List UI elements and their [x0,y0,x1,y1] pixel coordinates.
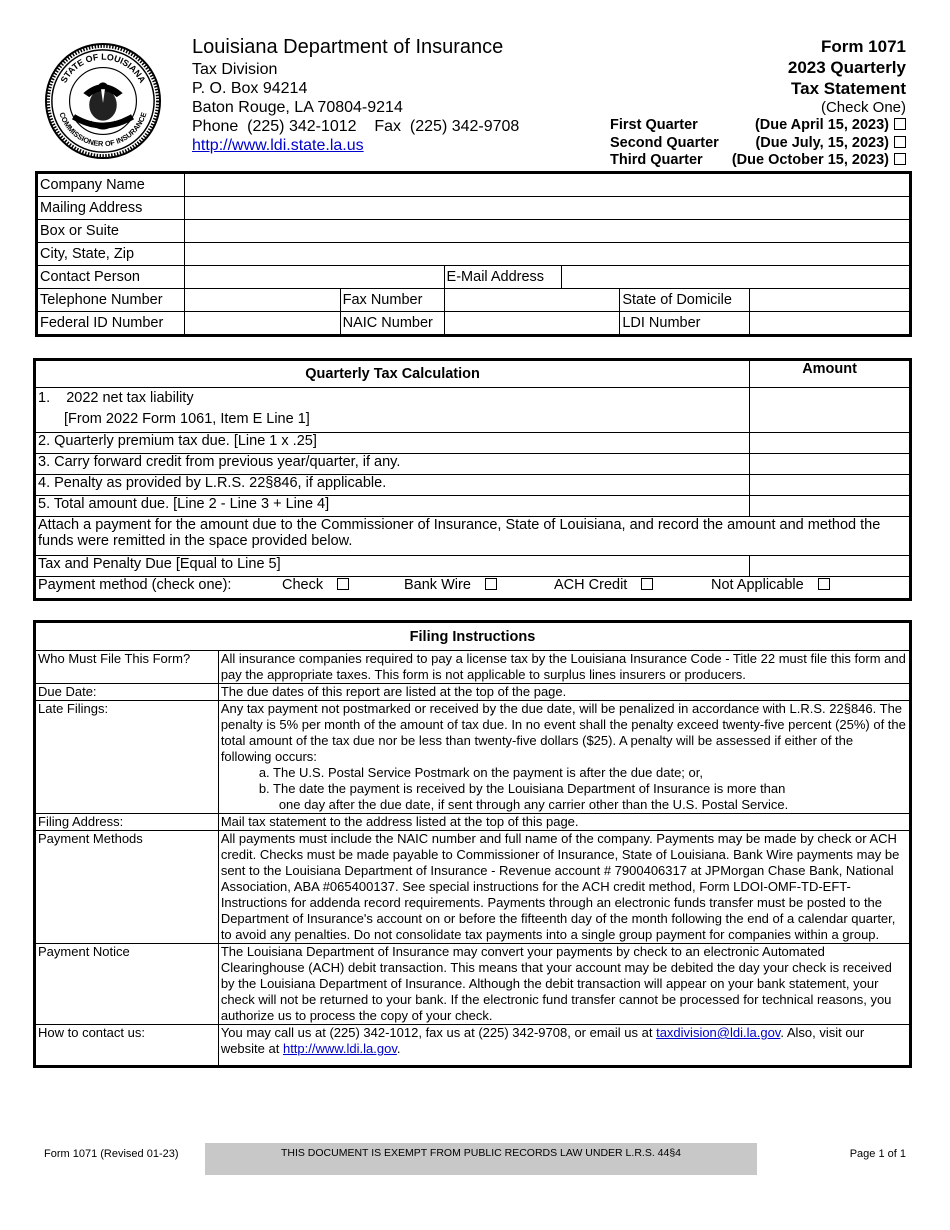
contact-text-end: . [396,1041,401,1056]
state-domicile-label: State of Domicile [620,289,750,312]
state-seal-logo [44,42,162,160]
calc-header: Quarterly Tax Calculation [36,361,750,388]
naic-label: NAIC Number [340,312,444,335]
attach-payment-note: Attach a payment for the amount due to the Commissioner of Insurance, State of Louisiana, and record the amount and method the funds were remitted in the space provided below. [36,517,910,556]
city-state-zip-label: City, State, Zip [38,243,185,266]
amount-header: Amount [750,361,910,388]
payment-notice-label: Payment Notice [36,944,219,1025]
fax-field[interactable] [444,289,620,312]
city-state-zip-field[interactable] [184,243,909,266]
due-text: The due dates of this report are listed at the top of the page. [218,684,909,701]
quarter-checkbox[interactable] [894,153,906,165]
seal-bottom-text: COMMISSIONER OF INSURANCE [57,111,149,149]
email-link[interactable]: taxdivision@ldi.la.gov [656,1025,781,1040]
method-checkbox[interactable] [641,578,653,590]
late-item-b-cont: one day after the due date, if sent through any carrier other than the U.S. Postal Service. [278,797,789,812]
fax-label: Fax Number [340,289,444,312]
line-4-amount[interactable] [750,475,910,496]
line-2-amount[interactable] [750,433,910,454]
quarter-row-third[interactable] [610,152,906,170]
quarter-row-first[interactable] [610,117,906,135]
line-5-label: 5. Total amount due. [Line 2 - Line 3 + Line 4] [36,496,750,517]
contact-person-label: Contact Person [38,266,185,289]
tax-calculation-table [35,360,910,599]
contact-text [218,1025,909,1066]
method-checkbox[interactable] [485,578,497,590]
telephone-label: Telephone Number [38,289,185,312]
box-suite-field[interactable] [184,220,909,243]
tax-penalty-amount[interactable] [750,556,910,577]
footer-form-revision: Form 1071 (Revised 01-23) [44,1148,179,1160]
form-title-2: Tax Statement [791,79,906,98]
payment-method-row [36,577,910,599]
payment-methods-label: Payment Methods [36,831,219,944]
agency-website-link[interactable]: http://www.ldi.state.la.us [192,137,364,154]
website-link[interactable]: http://www.ldi.la.gov [282,1041,397,1056]
payment-methods-text: All payments must include the NAIC number and full name of the company. Payments may be made by check or ACH credit. Checks must be made payable to Commissioner of Insurance, State of Louisiana. Bank Wire payments may be sent to the Louisiana Department of Insurance - Revenue account # 7900406317 at JPMorgan Chase Bank, National Association, ABA #065400137. See special instructions for the ACH credit method, Form LDOI-OMF-TD-EFT-Instructions for addenda record requirements. Payments through an electronic funds transfer must be posted to the Department of Insurance's account on or before the fifteenth day of the month following the end of a calendar quarter, to avoid any penalties. Do not consolidate tax payments into a single group payment for companies within a group. [218,831,909,944]
payment-method-label: Payment method (check one): [38,577,232,593]
method-checkbox[interactable] [337,578,349,590]
form-title-1: 2023 Quarterly [787,58,906,77]
quarter-checkbox[interactable] [894,136,906,148]
footer-page-number: Page 1 of 1 [849,1148,906,1160]
quarter-selector [610,117,906,170]
quarter-checkbox[interactable] [894,118,906,130]
telephone-field[interactable] [184,289,340,312]
method-label: Bank Wire [404,577,471,593]
filing-address-text: Mail tax statement to the address listed at the top of this page. [218,814,909,831]
who-text: All insurance companies required to pay a license tax by the Louisiana Insurance Code - Title 22 must file this form and pay the appropriate taxes. This form is not applicable to surplus lines insurers or producers. [218,651,909,684]
filing-instructions-table [35,622,910,1066]
seal-top-text: STATE OF LOUISIANA [58,51,148,85]
payment-notice-text: The Louisiana Department of Insurance may convert your payments by check to an electronic Automated Clearinghouse (ACH) debit transaction. This means that your account may be debited the day your check is received by the Louisiana Department of Insurance. Although the debit transaction will appear on your bank statement, your check will not be returned to your bank. If the electronic fund transfer cannot be processed for technical reasons, you authorize us to process the copy of your check. [218,944,909,1025]
form-number: Form 1071 [820,37,906,56]
ldi-label: LDI Number [620,312,750,335]
agency-block [192,34,519,155]
contact-text-pre: You may call us at (225) 342-1012, fax us at (225) 342-9708, or email us at [220,1025,657,1040]
quarter-label: Third Quarter [610,152,703,168]
method-ach-credit[interactable] [554,577,711,593]
quarter-due: (Due April 15, 2023) [754,117,889,133]
line-1-label: 1. 2022 net tax liability [38,390,194,406]
late-item-a: a. The U.S. Postal Service Postmark on the payment is after the due date; or, [258,765,703,780]
quarter-due: (Due July, 15, 2023) [755,134,889,151]
tax-penalty-label: Tax and Penalty Due [Equal to Line 5] [36,556,750,577]
agency-phone-fax: Phone (225) 342-1012 Fax (225) 342-9708 [192,118,520,135]
quarter-label: Second Quarter [610,134,719,151]
late-label: Late Filings: [36,701,219,814]
line-4-label: 4. Penalty as provided by L.R.S. 22§846, if applicable. [36,475,750,496]
federal-id-label: Federal ID Number [38,312,185,335]
line-1-note: [From 2022 Form 1061, Item E Line 1] [64,411,310,427]
contact-label: How to contact us: [36,1025,219,1066]
company-name-field[interactable] [184,174,909,197]
line-1-amount[interactable] [750,388,910,433]
line-3-label: 3. Carry forward credit from previous year/quarter, if any. [36,454,750,475]
company-name-label: Company Name [38,174,185,197]
contact-person-field[interactable] [184,266,444,289]
filing-header: Filing Instructions [36,623,910,651]
form-header [788,36,906,117]
box-suite-label: Box or Suite [38,220,185,243]
line-5-amount[interactable] [750,496,910,517]
who-label: Who Must File This Form? [36,651,219,684]
ldi-field[interactable] [750,312,910,335]
company-info-table [37,173,910,335]
mailing-address-field[interactable] [184,197,909,220]
agency-division: Tax Division [192,61,278,78]
naic-field[interactable] [444,312,620,335]
method-not-applicable[interactable] [711,577,830,593]
due-label: Due Date: [36,684,219,701]
contact-text-mid: . Also, visit our website at [220,1025,865,1056]
line-3-amount[interactable] [750,454,910,475]
method-label: Check [282,577,324,593]
method-label: ACH Credit [554,577,628,593]
agency-po-box: P. O. Box 94214 [192,80,308,97]
agency-name: Louisiana Department of Insurance [192,36,504,58]
method-checkbox[interactable] [818,578,830,590]
check-one-label: (Check One) [820,99,906,116]
state-domicile-field[interactable] [750,289,910,312]
quarter-label: First Quarter [610,117,698,133]
late-item-b: b. The date the payment is received by the Louisiana Department of Insurance is more than [258,781,786,796]
mailing-address-label: Mailing Address [38,197,185,220]
quarter-row-second[interactable] [610,135,906,153]
federal-id-field[interactable] [184,312,340,335]
late-text: Any tax payment not postmarked or received by the due date, will be penalized in accordance with L.R.S. 22§846. The penalty is 5% per month of the amount of tax due. In no event shall the penalty exceed twenty-five percent (25%) of the total amount of the tax due nor be less than twenty-five dollars ($25). A penalty will be assessed if either of the following occurs: [220,701,906,764]
agency-city: Baton Rouge, LA 70804-9214 [192,99,403,116]
email-label: E-Mail Address [444,266,562,289]
line-2-label: 2. Quarterly premium tax due. [Line 1 x .25] [36,433,750,454]
filing-address-label: Filing Address: [36,814,219,831]
email-field[interactable] [562,266,910,289]
footer-exempt-notice: THIS DOCUMENT IS EXEMPT FROM PUBLIC RECORDS LAW UNDER L.R.S. 44§4 [205,1143,757,1175]
quarter-due: (Due October 15, 2023) [731,152,889,168]
method-check[interactable] [282,577,404,593]
method-bank-wire[interactable] [404,577,554,593]
method-label: Not Applicable [711,577,804,593]
